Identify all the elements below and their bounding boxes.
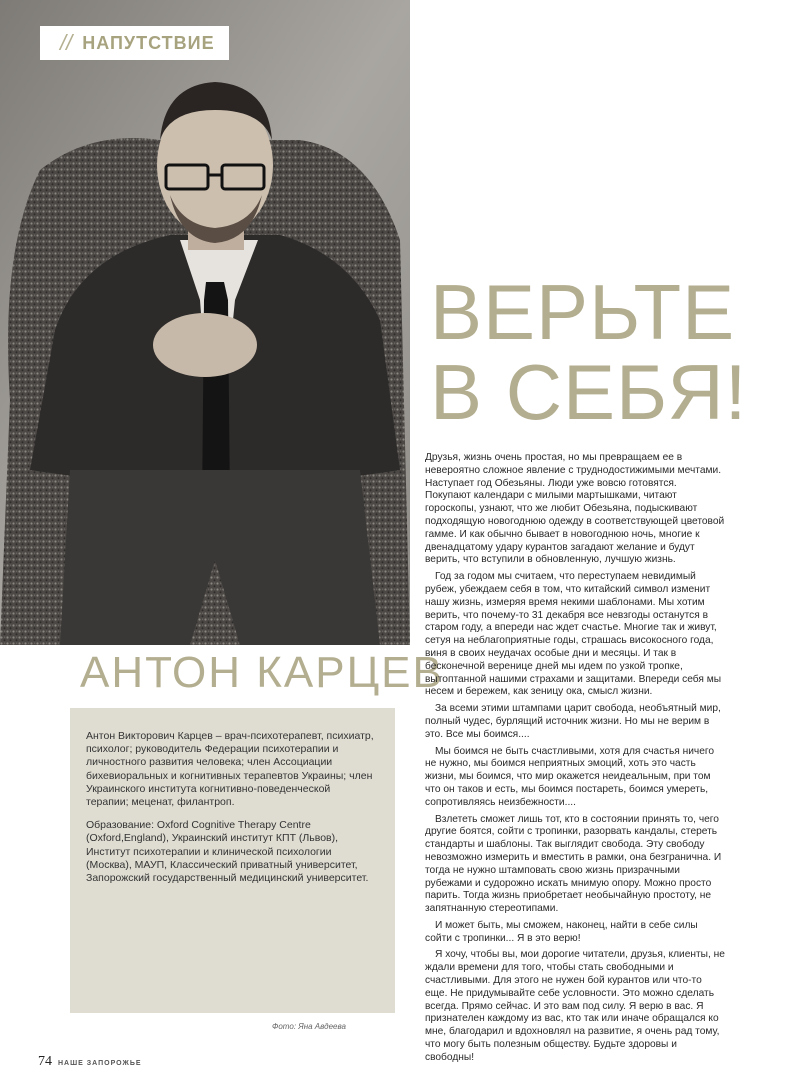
photo-credit: Фото: Яна Авдеева (272, 1022, 346, 1031)
article-body (425, 452, 725, 1069)
portrait-illustration (0, 0, 410, 645)
person-name: АНТОН КАРЦЕВ (80, 648, 444, 697)
page-footer (38, 1054, 142, 1070)
bio-paragraph: Антон Викторович Карцев – врач-психотерапевт, психиатр, психолог; руководитель Федерации психотерапии и личностного развития человека; член Ассоциации бихевиоральных и когнитивных терапевтов Украины; член Украинского института когнитивно-поведенческой терапии; меценат, филантроп. (86, 730, 374, 809)
bio-box (70, 708, 395, 1013)
article-paragraph: Я хочу, чтобы вы, мои дорогие читатели, друзья, клиенты, не ждали времени для того, чтобы стать свободными и счастливыми. Для этого не нужен бой курантов или что-то еще. Не придумывайте себе условности. Это можно сделать всегда. Прямо сейчас. И это вам под силу. Я верю в вас. Я признателен каждому из вас, кто так или иначе обращался ко мне, благодарил и вдохновлял на развитие, я очень рад тому, что могу быть полезным обществу. Будьте здоровы и свободны! (425, 949, 725, 1063)
article-paragraph: Взлететь сможет лишь тот, кто в состоянии принять то, чего другие боятся, сойти с тропинки, разорвать кандалы, стереть стандарты и шаблоны. Так выглядит свобода. Эту свободу невозможно измерить и вместить в рамки, она безгранична. И тогда не нужно штамповать свою жизнь призрачными рубежами и судорожно искать мнимую опору. Можно просто парить. Тогда жизнь приобретает необычайную простоту, не запятнанную стереотипами. (425, 813, 722, 915)
article-paragraph: Мы боимся не быть счастливыми, хотя для счастья ничего не нужно, мы боимся неприятных эмоций, хоть это часть жизни, мы боимся, что мир окажется неидеальным, при том что он таков и есть, мы боимся постареть, боимся умереть, сопротивляясь неизбежности.... (425, 745, 715, 808)
page-number: 74 (38, 1054, 52, 1069)
bio-education: Образование: Oxford Cognitive Therapy Centre (Oxford,England), Украинский институт КПТ (Львов), Институт психотерапии и клинической психологии (Москва), МАУП, Классический приватный университет, Запорожский государственный медицинский университет. (86, 819, 369, 885)
article-paragraph: Друзья, жизнь очень простая, но мы превращаем ее в невероятно сложное явление с труднодостижимыми мечтами. Наступает год Обезьяны. Люди уже вовсю готовятся. Покупают календари с милыми мартышками, читают гороскопы, узнают, что же любит Обезьяна, подыскивают подходящую новогоднюю одежду в соответствующей цветовой гамме. И как обычно бывает в новогоднюю ночь, многие к двенадцатому удару курантов загадают желание и будут верить, что вступили в обновленную, лучшую жизнь. (425, 452, 725, 566)
section-label-slashes: // (60, 30, 73, 55)
section-label-text: НАПУТСТВИЕ (82, 32, 215, 53)
magazine-name: НАШЕ ЗАПОРОЖЬЕ (58, 1060, 142, 1067)
article-paragraph: Год за годом мы считаем, что переступаем невидимый рубеж, убеждаем себя в том, что китайский символ изменит нашу жизнь, измеряя время некими шаблонами. Мы хотим верить, что почему-то 31 декабря все невзгоды останутся в старом году, а впереди нас ждет счастье. Многие так и живут, сетуя на неблагоприятные годы, страшась високосного года, виня в своих неудачах особые дни и месяцы. И так в бесконечной веренице дней мы идем по узкой тропке, вытоптанной нашими страхами и защитами. Впереди себя мы несем и бережем, как зеницу ока, смысл жизни. (425, 571, 722, 698)
section-label (40, 26, 229, 60)
headline-line-2: В СЕБЯ! (430, 348, 748, 436)
portrait-photo (0, 0, 410, 645)
article-paragraph: И может быть, мы сможем, наконец, найти в себе силы сойти с тропинки... Я в это верю! (425, 919, 698, 944)
article-paragraph: За всеми этими штампами царит свобода, необъятный мир, полный чудес, бурлящий источник жизни. Но мы не верим в это. Все мы боимся.... (425, 703, 721, 740)
headline-line-1: ВЕРЬТЕ (430, 268, 736, 356)
headline (430, 268, 780, 436)
